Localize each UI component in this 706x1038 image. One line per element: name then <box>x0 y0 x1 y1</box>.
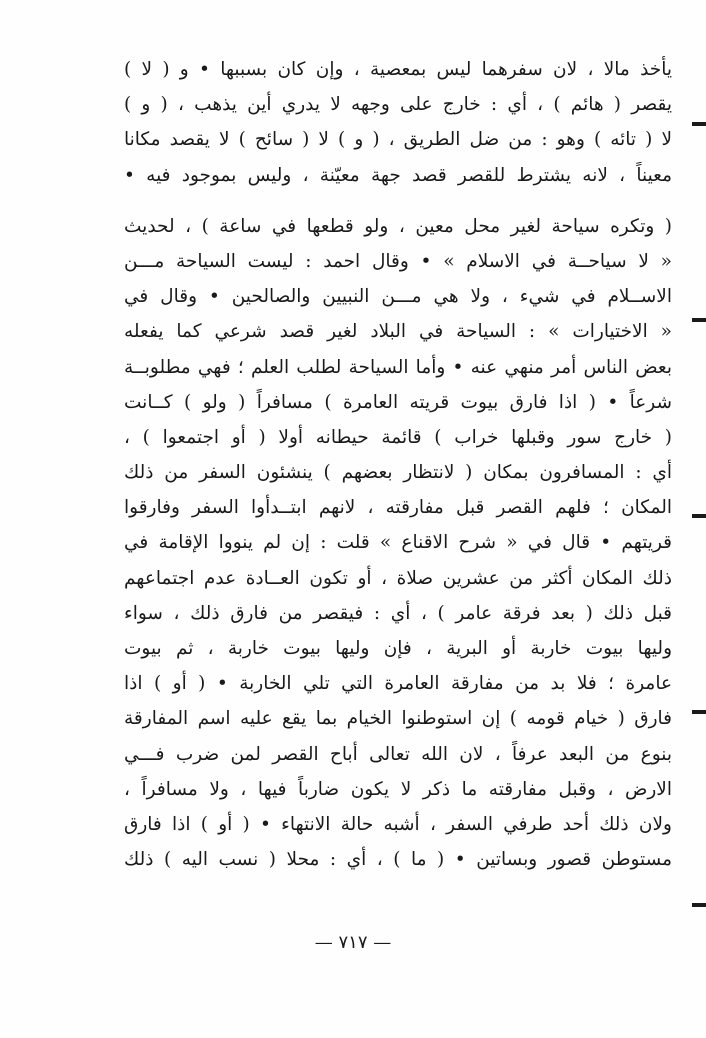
text-line: الاســلام في شيء ، ولا هي مـــن النبيين والصالحين • وقال في <box>124 286 672 308</box>
edge-mark <box>692 903 706 907</box>
text-line: المكان ؛ فلهم القصر قبل مفارقته ، لانهم ابتــدأوا السفر وفارقوا <box>124 497 672 519</box>
paragraph-gap <box>124 193 672 209</box>
text-line: « الاختيارات » : السياحة في البلاد لغير قصد شرعي كما يفعله <box>124 321 672 343</box>
edge-mark <box>692 122 706 126</box>
text-line: مستوطن قصور وبساتين • ( ما ) ، أي : محلا ( نسب اليه ) ذلك <box>124 849 672 871</box>
text-line: يقصر ( هائم ) ، أي : خارج على وجهه لا يدري أين يذهب ، ( و ) <box>124 94 672 116</box>
text-line: معيناً ، لانه يشترط للقصر قصد جهة معيّنة ، وليس بموجود فيه • <box>124 164 672 186</box>
text-line: يأخذ مالا ، لان سفرهما ليس بمعصية ، وإن كان بسببها • و ( لا ) <box>124 59 672 80</box>
edge-mark <box>692 318 706 322</box>
text-line: وليها بيوت خاربة أو البرية ، فإن وليها بيوت خاربة ، ثم بيوت <box>124 638 672 659</box>
text-line: بعض الناس أمر منهي عنه • وأما السياحة لطلب العلم ؛ فهي مطلوبــة <box>124 356 672 378</box>
text-line: الارض ، وقبل مفارقته ما ذكر لا يكون ضارباً فيها ، ولا مسافراً ، <box>124 778 672 800</box>
text-line: شرعاً • ( اذا فارق بيوت قريته العامرة ) مسافراً ( ولو ) كــانت <box>124 391 672 413</box>
text-line: لا ( تائه ) وهو : من ضل الطريق ، ( و ) لا ( سائح ) لا يقصد مكانا <box>124 129 672 151</box>
text-line: « لا سياحــة في الاسلام » • وقال احمد : ليست السياحة مـــن <box>124 250 672 272</box>
edge-mark <box>692 514 706 518</box>
text-line: أي : المسافرون بمكان ( لانتظار بعضهم ) ينشئون السفر من ذلك <box>124 462 672 484</box>
text-line: بنوع من البعد عرفاً ، لان الله تعالى أباح القصر لمن ضرب فـــي <box>124 743 672 765</box>
page-number: — ٧١٧ — <box>314 932 392 953</box>
text-line: ( خارج سور وقبلها خراب ) قائمة حيطانه أولا ( أو اجتمعوا ) ، <box>124 426 672 448</box>
text-line: فارق ( خيام قومه ) إن استوطنوا الخيام بما يقع عليه اسم المفارقة <box>124 708 672 730</box>
text-line: قبل ذلك ( بعد فرقة عامر ) ، أي : فيقصر من فارق ذلك ، سواء <box>124 602 672 624</box>
text-line: ( وتكره سياحة لغير محل معين ، ولو قطعها في ساعة ) ، لحديث <box>124 215 672 237</box>
body-text <box>124 52 672 877</box>
text-line: ولان ذلك أحد طرفي السفر ، أشبه حالة الانتهاء • ( أو ) اذا فارق <box>124 813 672 835</box>
edge-mark <box>692 710 706 714</box>
text-line: قريتهم • قال في « شرح الاقناع » قلت : إن لم ينووا الإقامة في <box>124 532 672 554</box>
text-line: عامرة ؛ فلا بد من مفارقة العامرة التي تلي الخاربة • ( أو ) اذا <box>124 673 672 695</box>
text-line: ذلك المكان أكثر من عشرين صلاة ، أو تكون العــادة عدم اجتماعهم <box>124 567 672 589</box>
